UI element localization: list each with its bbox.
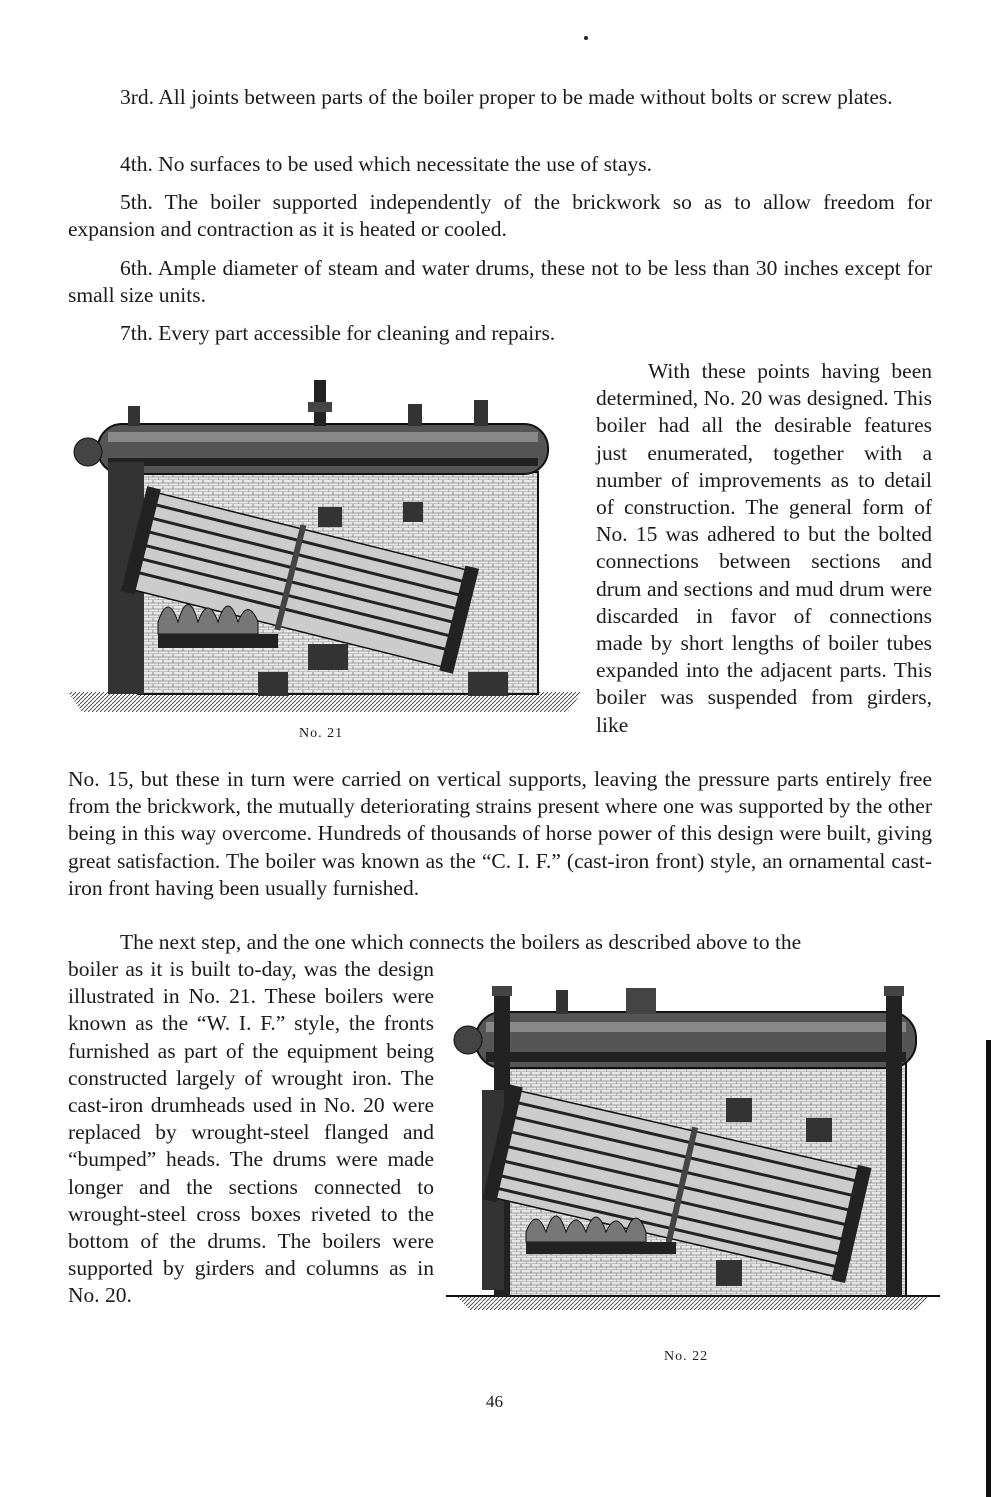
paragraph-requirement-7: 7th. Every part accessible for cleaning and repairs.: [120, 321, 556, 345]
paragraph-no20-continued: No. 15, but these in turn were carried on vertical supports, leaving the pressure parts entirely free from the brickwork, the mutually deteriorating strains present where one was supported by the other being in this way overcome. Hundreds of thousands of horse power of this design were built, giving great satisfaction. The boiler was known as the “C. I. F.” (cast-iron front) style, an ornamental cast-iron front having been usually furnished.: [68, 767, 932, 900]
paragraph-requirement-5: 5th. The boiler supported independently of the brickwork so as to allow freedom for expansion and contraction as it is heated or cooled.: [68, 190, 932, 242]
paragraph-next-step: The next step, and the one which connects the boilers as described above to the: [120, 930, 802, 954]
figure-caption-no22: No. 22: [664, 1349, 709, 1364]
paragraph-requirement-3: 3rd. All joints between parts of the boiler proper to be made without bolts or screw plates.: [120, 85, 893, 109]
boiler-illustration-no21: [68, 372, 582, 724]
figure-caption-no21: No. 21: [299, 726, 344, 741]
paragraph-requirement-4: 4th. No surfaces to be used which necessitate the use of stays.: [120, 152, 652, 176]
boiler-illustration-no22: [446, 970, 940, 1340]
paragraph-no20-description: With these points having been determined, No. 20 was designed. This boiler had all the desirable features just enumerated, together with a number of improvements as to detail of construction. The general form of No. 15 was adhered to but the bolted connections between sections and drum and sections and mud drum were discarded in favor of connections made by short lengths of boiler tubes expanded into the adjacent parts. This boiler was suspended from girders, like: [596, 359, 932, 737]
paragraph-no21-description: boiler as it is built to-day, was the design illustrated in No. 21. These boilers were known as the “W. I. F.” style, the fronts furnished as part of the equipment being constructed largely of wrought iron. The cast-iron drumheads used in No. 20 were replaced by wrought-steel flanged and “bumped” heads. The drums were made longer and the sections connected to wrought-steel cross boxes riveted to the bottom of the drums. The boilers were supported by girders and columns as in No. 20.: [68, 957, 434, 1308]
page-edge-mark: [986, 1040, 991, 1497]
page-speck: [584, 36, 588, 40]
paragraph-requirement-6: 6th. Ample diameter of steam and water drums, these not to be less than 30 inches except for small size units.: [68, 256, 932, 308]
page-number: 46: [486, 1392, 503, 1411]
